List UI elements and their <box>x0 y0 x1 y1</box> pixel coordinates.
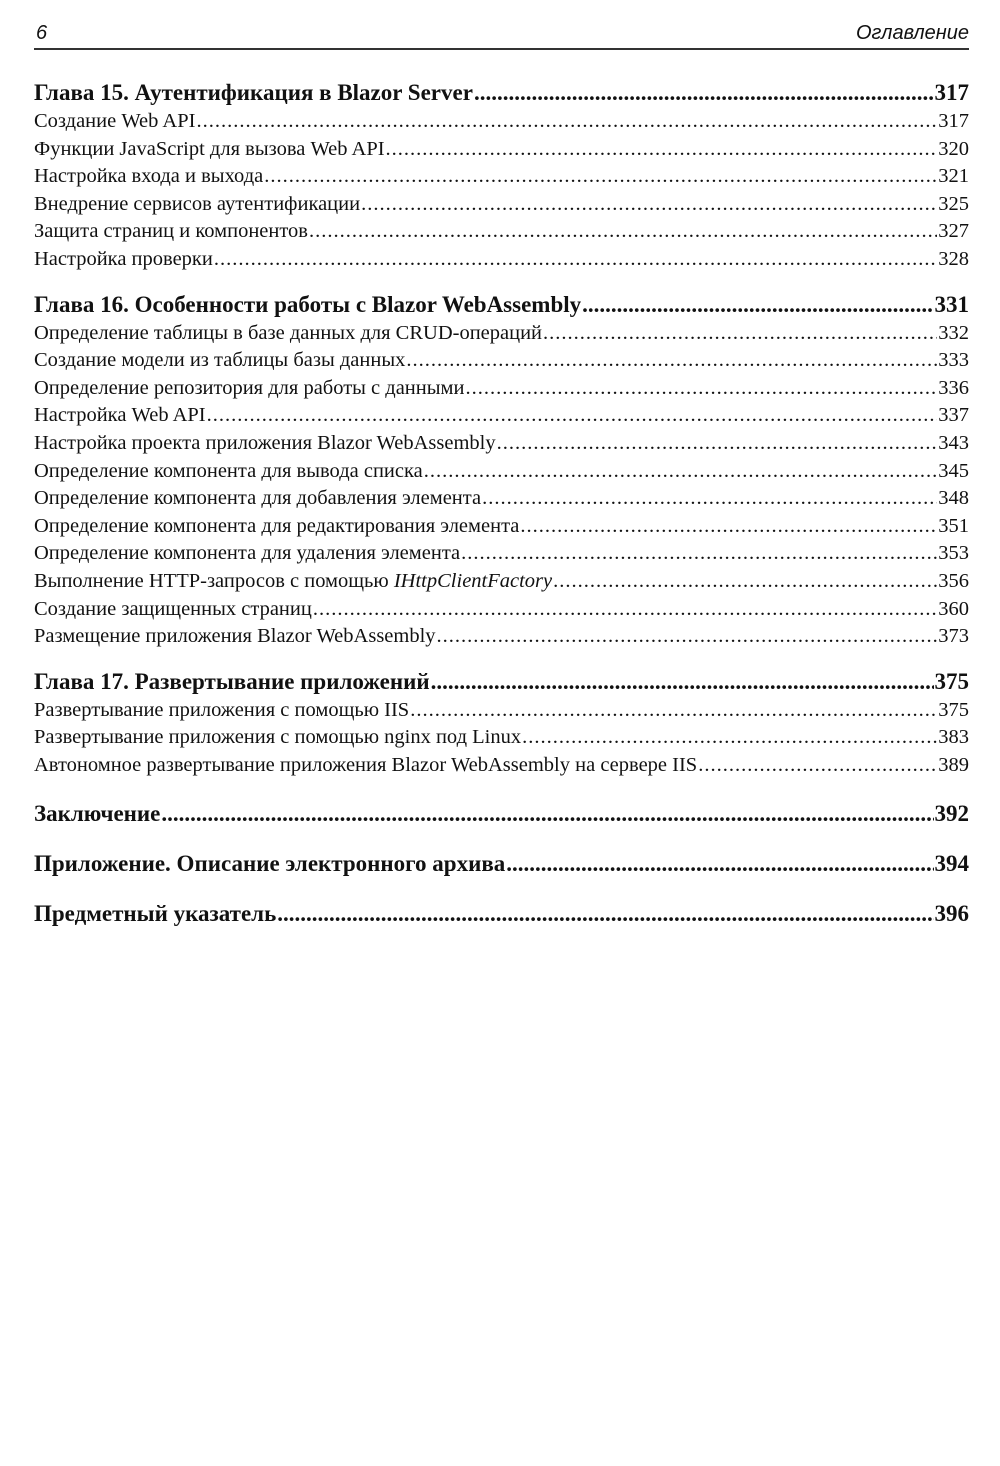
table-of-contents <box>34 78 969 929</box>
section-title: Настройка проекта приложения Blazor WebAssembly <box>34 431 496 454</box>
dot-leader <box>474 78 934 108</box>
dot-leader <box>543 320 937 348</box>
section-page: 351 <box>938 514 969 537</box>
toc-section <box>34 623 969 651</box>
section-title: Настройка проверки <box>34 247 213 270</box>
section-title: Создание защищенных страниц <box>34 597 312 620</box>
section-title: Определение репозитория для работы с данными <box>34 376 465 399</box>
toc-section <box>34 513 969 541</box>
section-title-plain: Выполнение HTTP-запросов с помощью <box>34 569 394 592</box>
chapter-title: Глава 17. Развертывание приложений <box>34 668 430 694</box>
dot-leader <box>506 849 933 879</box>
toc-conclusion <box>34 799 969 829</box>
section-page: 320 <box>938 137 969 160</box>
section-page: 353 <box>938 542 969 565</box>
section-title: Определение компонента для вывода списка <box>34 459 423 482</box>
chapter-title: Заключение <box>34 801 161 827</box>
toc-appendix <box>34 849 969 879</box>
dot-leader <box>431 667 934 697</box>
toc-section <box>34 136 969 164</box>
dot-leader <box>698 752 937 780</box>
chapter-page: 331 <box>934 291 969 317</box>
section-title: Создание Web API <box>34 110 196 132</box>
toc-section <box>34 163 969 191</box>
chapter-title: Предметный указатель <box>34 901 277 927</box>
toc-section <box>34 246 969 274</box>
dot-leader <box>207 402 938 430</box>
section-title: Настройка входа и выхода <box>34 165 264 188</box>
dot-leader <box>214 246 937 274</box>
toc-section <box>34 724 969 752</box>
section-page: 336 <box>938 376 969 399</box>
section-page: 348 <box>938 487 969 510</box>
section-page: 325 <box>938 192 969 215</box>
page-number: 6 <box>36 22 48 44</box>
section-title: Функции JavaScript для вызова Web API <box>34 137 385 160</box>
toc-index <box>34 899 969 929</box>
toc-section <box>34 108 969 136</box>
section-title: Определение таблицы в базе данных для CRUD-операций <box>34 321 543 344</box>
chapter-title: Глава 15. Аутентификация в Blazor Server <box>34 80 473 105</box>
section-page: 327 <box>938 220 969 243</box>
dot-leader <box>161 799 933 829</box>
toc-section <box>34 458 969 486</box>
section-title: Настройка Web API <box>34 404 206 427</box>
dot-leader <box>461 540 937 568</box>
toc-section <box>34 540 969 568</box>
section-title: Внедрение сервисов аутентификации <box>34 192 361 215</box>
section-page: 337 <box>938 404 969 427</box>
toc-section <box>34 568 969 596</box>
section-page: 328 <box>938 247 969 270</box>
section-title: Размещение приложения Blazor WebAssembly <box>34 625 436 648</box>
section-page: 317 <box>938 110 969 132</box>
toc-section <box>34 347 969 375</box>
toc-section <box>34 596 969 624</box>
toc-section <box>34 218 969 246</box>
toc-chapter-15 <box>34 78 969 108</box>
section-title: Определение компонента для редактирования элемента <box>34 514 520 537</box>
toc-section <box>34 697 969 725</box>
toc-chapter-17 <box>34 667 969 697</box>
chapter-page: 396 <box>934 901 969 927</box>
section-page: 373 <box>938 625 969 648</box>
section-title: Определение компонента для добавления элемента <box>34 487 482 510</box>
dot-leader <box>386 136 938 164</box>
toc-section <box>34 375 969 403</box>
dot-leader <box>465 375 937 403</box>
toc-section <box>34 402 969 430</box>
toc-section <box>34 191 969 219</box>
dot-leader <box>313 596 937 624</box>
chapter-title: Приложение. Описание электронного архива <box>34 851 506 877</box>
dot-leader <box>437 623 938 651</box>
section-page: 389 <box>938 753 969 776</box>
toc-section <box>34 485 969 513</box>
dot-leader <box>497 430 938 458</box>
section-title: Создание модели из таблицы базы данных <box>34 349 406 372</box>
dot-leader <box>277 899 933 929</box>
section-page: 375 <box>938 698 969 721</box>
section-title: Определение компонента для удаления элемента <box>34 542 461 565</box>
dot-leader <box>424 458 938 486</box>
dot-leader <box>520 513 937 541</box>
toc-section <box>34 752 969 780</box>
section-page: 343 <box>938 431 969 454</box>
dot-leader <box>196 108 937 136</box>
section-title <box>34 568 552 596</box>
dot-leader <box>264 163 937 191</box>
section-title: Развертывание приложения с помощью IIS <box>34 698 410 721</box>
section-page: 321 <box>938 165 969 188</box>
section-page: 356 <box>938 569 969 592</box>
dot-leader <box>406 347 937 375</box>
dot-leader <box>482 485 937 513</box>
chapter-page: 317 <box>934 80 969 105</box>
section-title: Развертывание приложения с помощью nginx под Linux <box>34 726 522 749</box>
chapter-page: 392 <box>934 801 969 827</box>
dot-leader <box>309 218 937 246</box>
chapter-page: 375 <box>934 668 969 694</box>
chapter-page: 394 <box>934 851 969 877</box>
section-title: Автономное развертывание приложения Blazor WebAssembly на сервере IIS <box>34 753 698 776</box>
section-title: Защита страниц и компонентов <box>34 220 308 243</box>
dot-leader <box>522 724 937 752</box>
section-page: 332 <box>938 321 969 344</box>
dot-leader <box>410 697 937 725</box>
dot-leader <box>582 290 933 320</box>
chapter-title: Глава 16. Особенности работы с Blazor WebAssembly <box>34 291 582 317</box>
toc-chapter-16 <box>34 290 969 320</box>
toc-section <box>34 430 969 458</box>
section-page: 345 <box>938 459 969 482</box>
running-title: Оглавление <box>855 22 969 44</box>
section-page: 333 <box>938 349 969 372</box>
section-page: 383 <box>938 726 969 749</box>
page-header <box>34 22 969 50</box>
section-title-italic: IHttpClientFactory <box>393 569 553 592</box>
dot-leader <box>361 191 937 219</box>
toc-section <box>34 320 969 348</box>
section-page: 360 <box>938 597 969 620</box>
dot-leader <box>553 568 937 596</box>
